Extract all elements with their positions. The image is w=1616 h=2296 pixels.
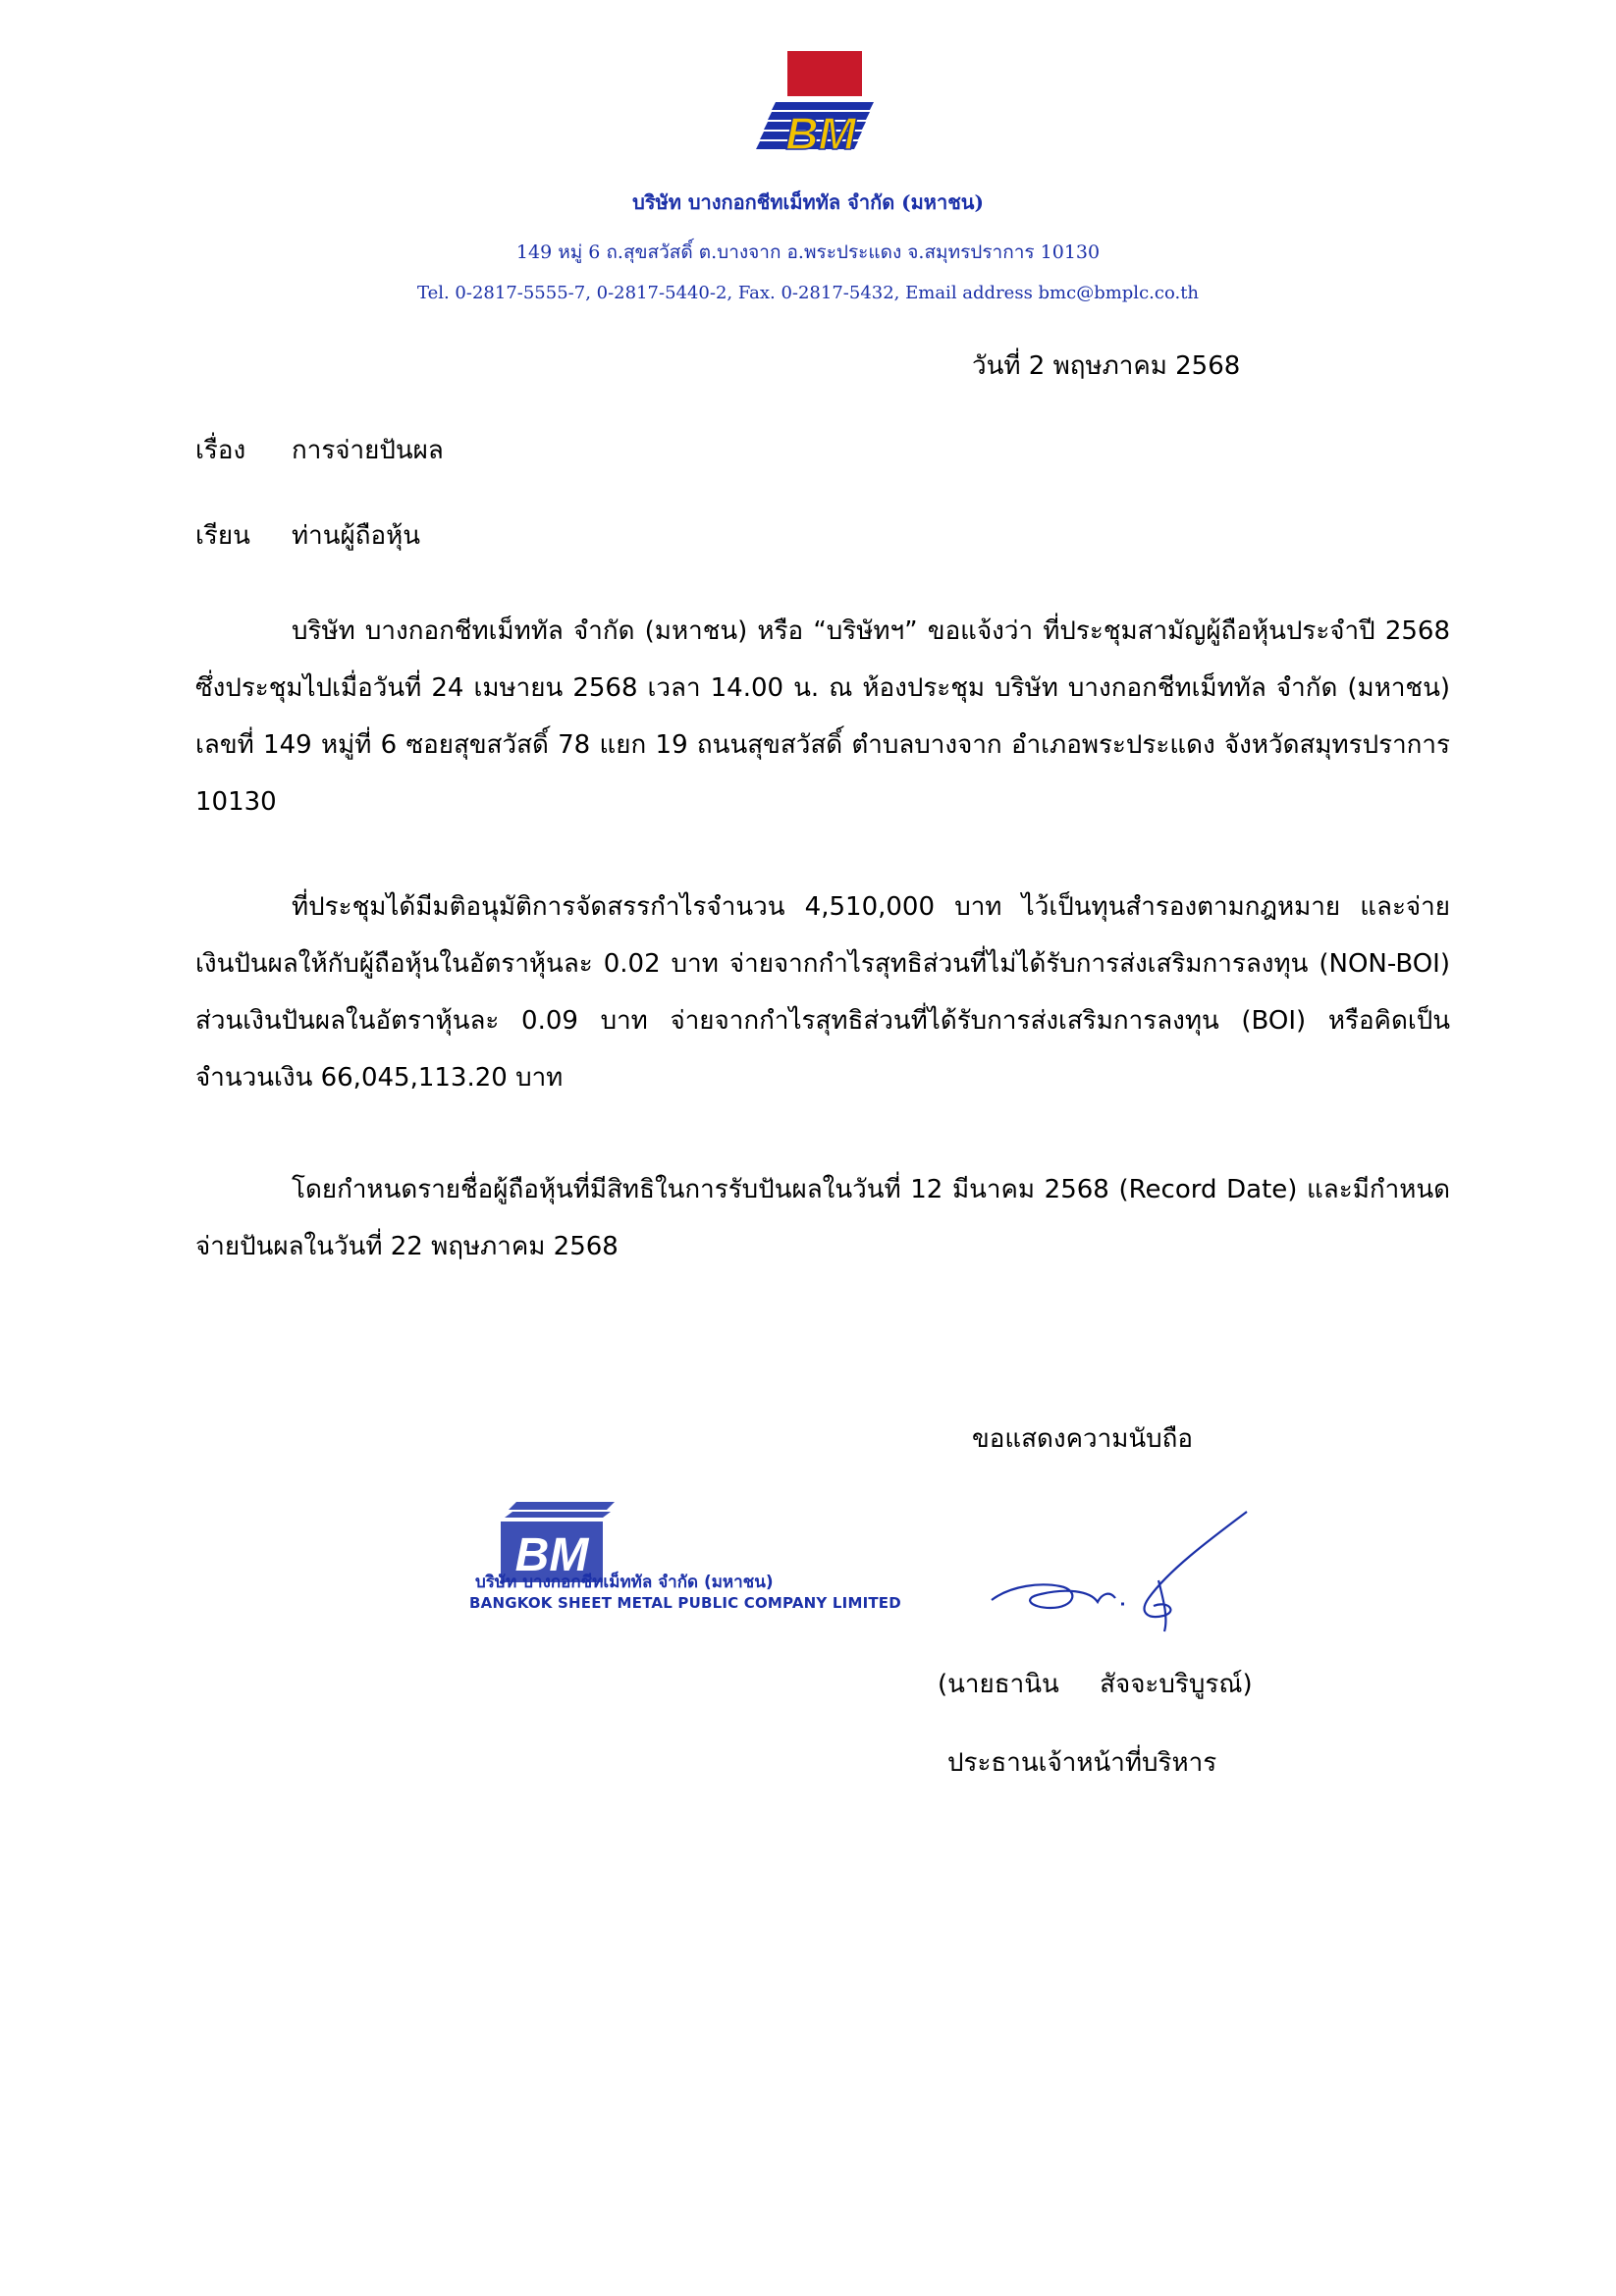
logo-text: BM <box>785 108 856 159</box>
logo-red-block <box>787 51 862 96</box>
company-name: บริษัท บางกอกชีทเม็ททัล จำกัด (มหาชน) <box>632 190 984 214</box>
salutation-line <box>195 515 420 556</box>
body-paragraph: ที่ประชุมได้มีมติอนุมัติการจัดสรรกำไรจำนวน 4,510,000 บาท ไว้เป็นทุนสำรองตามกฎหมาย และจ่ายเงินปันผลให้กับผู้ถือหุ้นในอัตราหุ้นละ 0.02 บาท จ่ายจากกำไรสุทธิส่วนที่ไม่ได้รับการส่งเสริมการลงทุน (NON-BOI) ส่วนเงินปันผลในอัตราหุ้นละ 0.09 บาท จ่ายจากกำไรสุทธิส่วนที่ได้รับการส่งเสริมการลงทุน (BOI) หรือคิดเป็นจำนวนเงิน 66,045,113.20 บาท <box>195 892 1450 1093</box>
signature-stroke <box>992 1584 1115 1608</box>
salutation-label: เรียน <box>195 521 250 551</box>
body-paragraph: บริษัท บางกอกชีทเม็ททัล จำกัด (มหาชน) หรือ “บริษัทฯ” ขอแจ้งว่า ที่ประชุมสามัญผู้ถือหุ้นประจำปี 2568 ซึ่งประชุมไปเมื่อวันที่ 24 เมษายน 2568 เวลา 14.00 น. ณ ห้องประชุม บริษัท บางกอกชีทเม็ททัล จำกัด (มหาชน) เลขที่ 149 หมู่ที่ 6 ซอยสุขสวัสดิ์ 78 แยก 19 ถนนสุขสวัสดิ์ ตำบลบางจาก อำเภอพระประแดง จังหวัดสมุทรปราการ 10130 <box>195 616 1450 817</box>
subject-text: การจ่ายปันผล <box>292 436 444 465</box>
document-date: วันที่ 2 พฤษภาคม 2568 <box>972 351 1241 381</box>
body-paragraph: โดยกำหนดรายชื่อผู้ถือหุ้นที่มีสิทธิในการรับปันผลในวันที่ 12 มีนาคม 2568 (Record Date) และมีกำหนดจ่ายปันผลในวันที่ 22 พฤษภาคม 2568 <box>195 1175 1450 1261</box>
seal-company-th: บริษัท บางกอกชีทเม็ททัล จำกัด (มหาชน) <box>475 1573 774 1592</box>
signer-title: ประธานเจ้าหน้าที่บริหาร <box>947 1748 1217 1778</box>
seal-logo-text: BM <box>514 1529 589 1581</box>
company-contact: Tel. 0-2817-5555-7, 0-2817-5440-2, Fax. 0-2817-5432, Email address bmc@bmplc.co.th <box>416 283 1200 303</box>
subject-label: เรื่อง <box>195 436 246 465</box>
company-address: 149 หมู่ 6 ถ.สุขสวัสดิ์ ต.บางจาก อ.พระประแดง จ.สมุทรปราการ 10130 <box>515 241 1101 263</box>
seal-company-en: BANGKOK SHEET METAL PUBLIC COMPANY LIMITED <box>469 1594 901 1612</box>
seal-stripe <box>509 1502 615 1510</box>
seal-stripe <box>505 1512 611 1518</box>
closing-phrase: ขอแสดงความนับถือ <box>972 1424 1193 1454</box>
subject-line <box>195 430 444 470</box>
salutation-text: ท่านผู้ถือหุ้น <box>292 521 421 551</box>
signature <box>982 1492 1266 1639</box>
signature-stroke <box>1145 1512 1247 1631</box>
company-logo <box>756 51 893 179</box>
signer-name: (นายธานิน สัจจะบริบูรณ์) <box>938 1670 1253 1699</box>
